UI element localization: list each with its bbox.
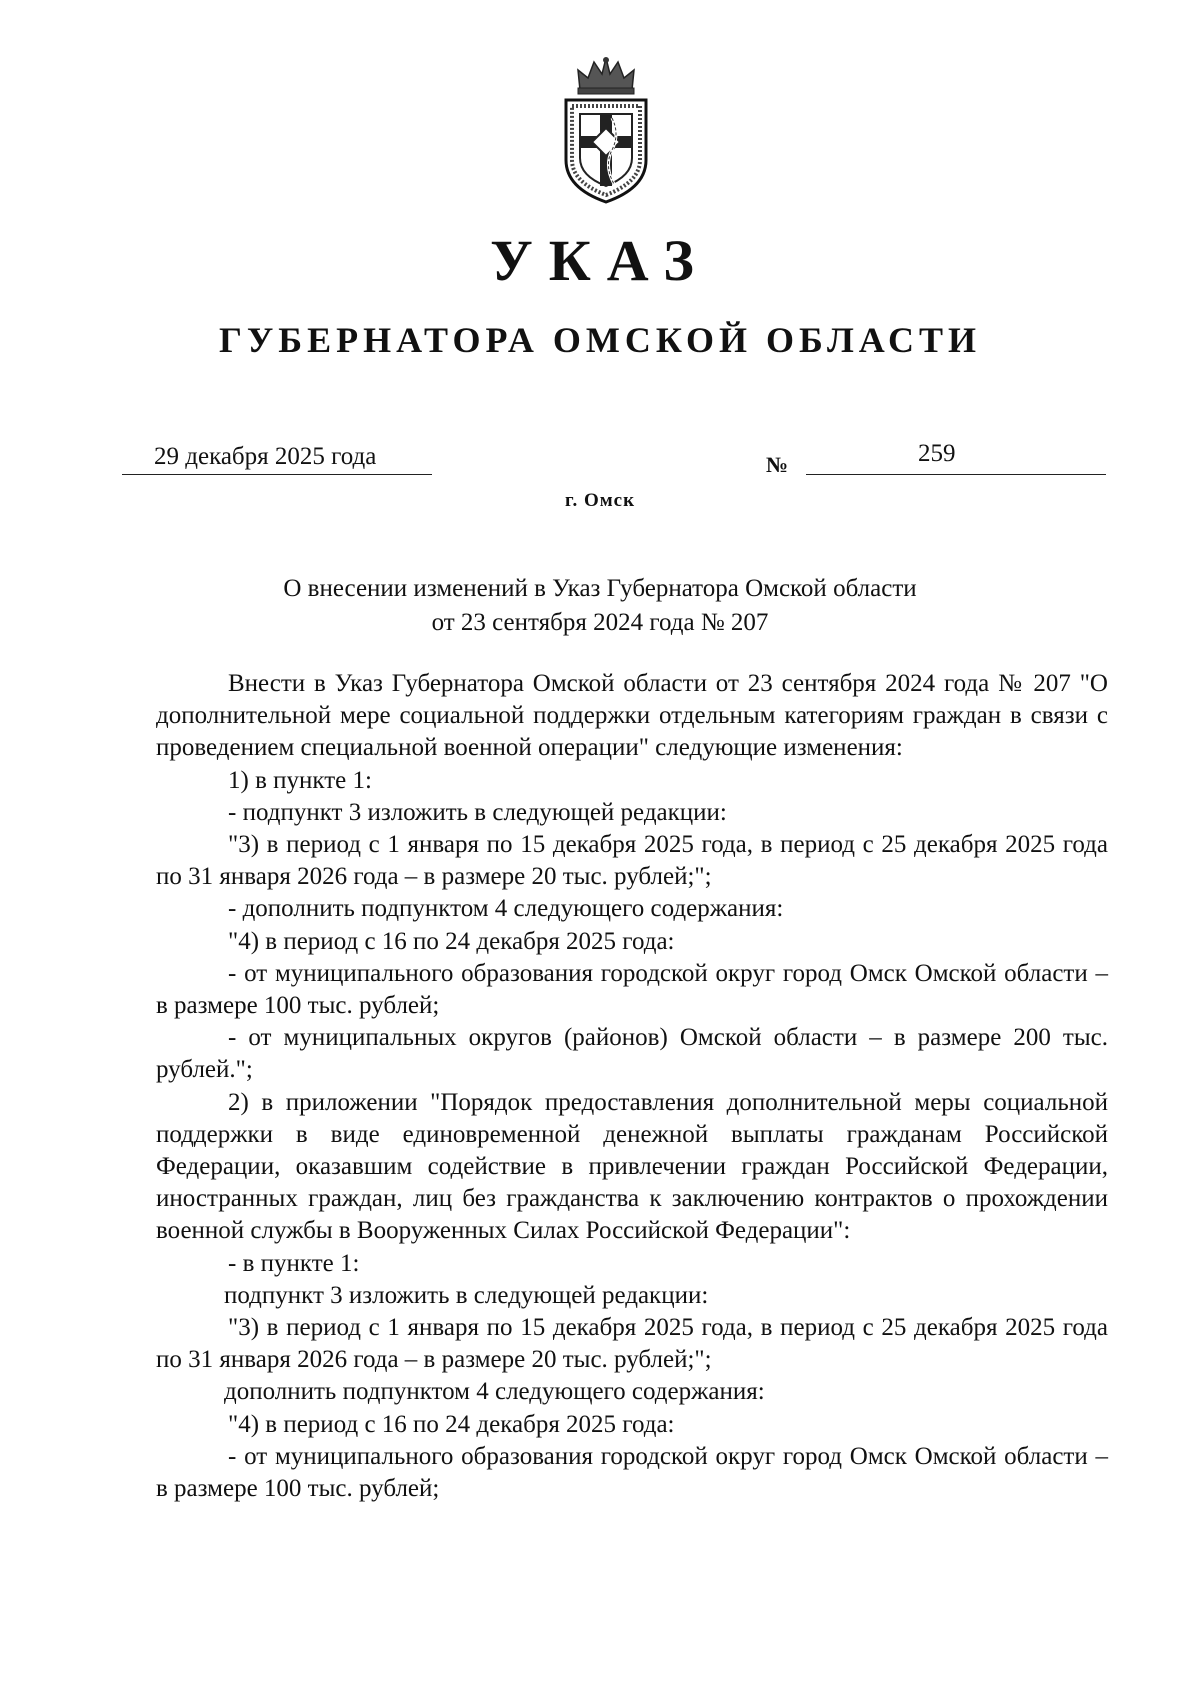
document-subtitle: ГУБЕРНАТОРА ОМСКОЙ ОБЛАСТИ — [218, 320, 982, 360]
subject-line-1: О внесении изменений в Указ Губернатора Омской области — [283, 575, 917, 602]
coat-of-arms-icon — [558, 56, 654, 206]
number-field — [806, 440, 1106, 475]
document-subject — [0, 572, 1200, 640]
document-number: 259 — [918, 440, 956, 467]
subject-line-2: от 23 сентября 2024 года № 207 — [431, 609, 769, 636]
number-sign: № — [766, 452, 789, 477]
paragraph: "3) в период с 1 января по 15 декабря 2025 года, в период с 25 декабря 2025 года по 31 января 2026 года – в размере 20 тыс. рублей;"; — [156, 1314, 1108, 1374]
paragraph: - в пункте 1: — [228, 1249, 360, 1277]
document-title: УКАЗ — [490, 228, 710, 293]
paragraph: - от муниципального образования городской округ город Омск Омской области – в размере 100 тыс. рублей; — [156, 1442, 1108, 1503]
date-field — [122, 440, 432, 475]
paragraph: 1) в пункте 1: — [228, 766, 372, 794]
paragraph: "4) в период с 16 по 24 декабря 2025 года: — [228, 927, 675, 955]
paragraph: - подпункт 3 изложить в следующей редакции: — [228, 798, 727, 826]
document-date: 29 декабря 2025 года — [154, 443, 377, 470]
paragraph: дополнить подпунктом 4 следующего содержания: — [224, 1378, 765, 1406]
paragraph: 2) в приложении "Порядок предоставления дополнительной меры социальной поддержки в виде единовременной денежной выплаты гражданам Российской Федерации, оказавшим содействие в привлечении граждан Российской Федерации, иностранных граждан, лиц без гражданства к заключению контрактов о прохождении военной службы в Вооруженных Силах Российской Федерации": — [156, 1088, 1108, 1245]
paragraph: подпункт 3 изложить в следующей редакции: — [224, 1281, 709, 1309]
paragraph: - от муниципальных округов (районов) Омской области – в размере 200 тыс. рублей."; — [156, 1024, 1108, 1084]
city-label: г. Омск — [564, 490, 636, 511]
paragraph: "3) в период с 1 января по 15 декабря 2025 года, в период с 25 декабря 2025 года по 31 января 2026 года – в размере 20 тыс. рублей;"; — [156, 831, 1108, 891]
paragraph: - дополнить подпунктом 4 следующего содержания: — [228, 895, 784, 923]
paragraph: - от муниципального образования городской округ город Омск Омской области – в размере 100 тыс. рублей; — [156, 959, 1108, 1020]
paragraph: Внести в Указ Губернатора Омской области от 23 сентября 2024 года № 207 "О дополнительной мере социальной поддержки отдельным категориям граждан в связи с проведением специальной военной операции" следующие изменения: — [156, 670, 1108, 762]
document-body — [156, 668, 1108, 1505]
paragraph: "4) в период с 16 по 24 декабря 2025 года: — [228, 1410, 675, 1438]
